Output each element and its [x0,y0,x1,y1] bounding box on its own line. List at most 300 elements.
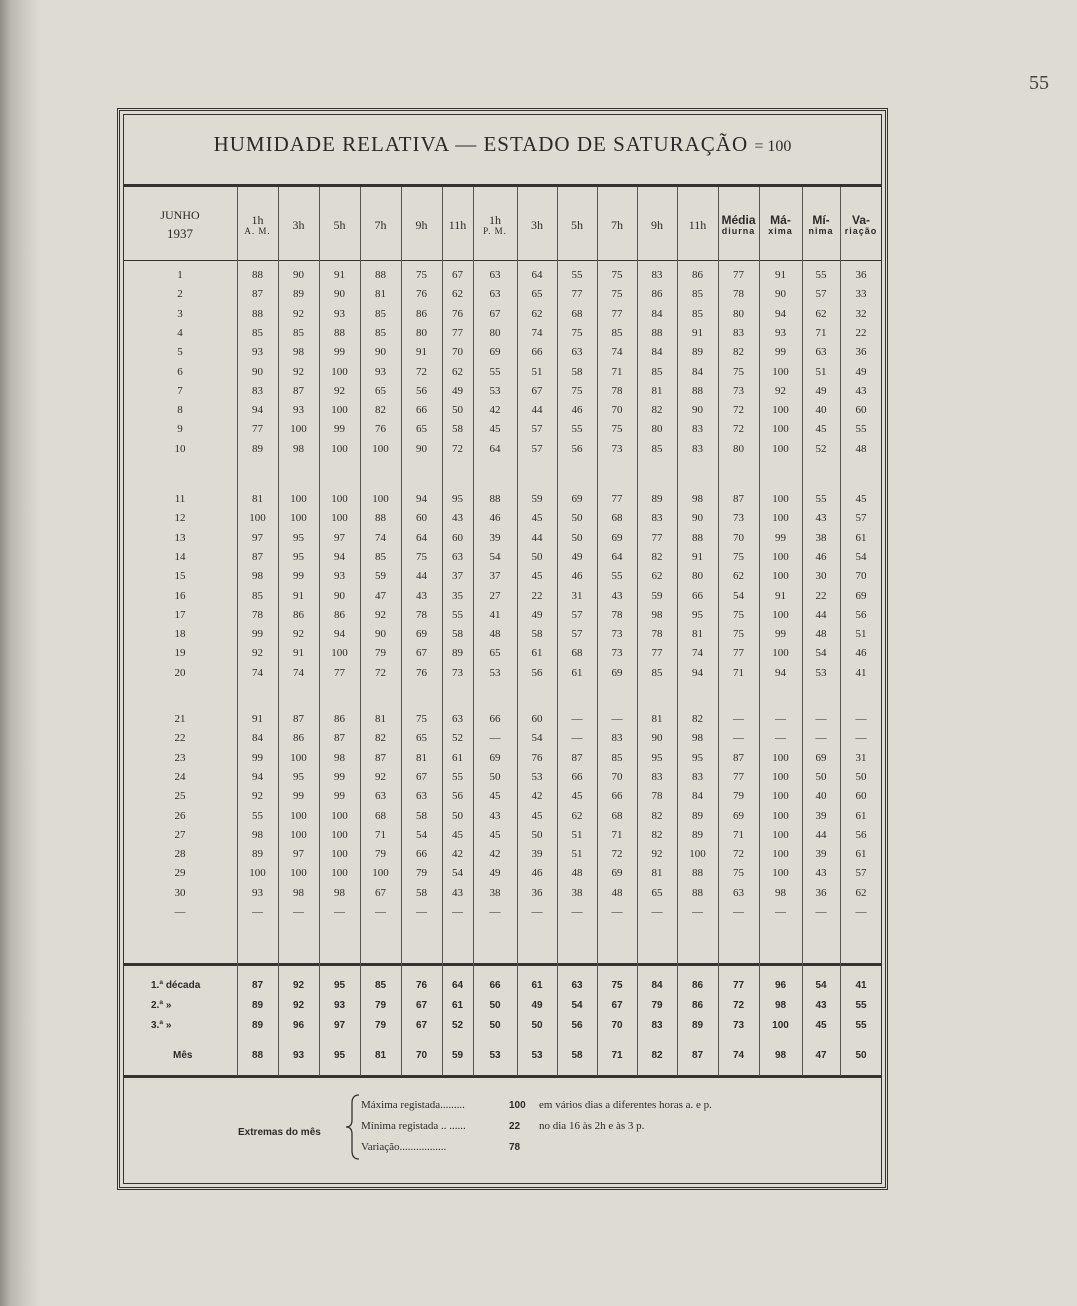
table-cell: 45 [489,828,501,841]
table-cell: 70 [611,770,623,783]
table-cell: 88 [334,326,345,339]
table-cell: 46 [855,647,867,660]
table-cell: 75 [416,550,427,563]
table-cell: 79 [375,647,386,660]
table-cell: 87 [334,732,345,745]
table-cell: 43 [452,886,463,899]
table-cell: 90 [252,365,263,378]
column-header-main: 5h [571,217,583,232]
summary-cell: 87 [251,980,264,991]
column-header-sub: P. M. [483,225,507,236]
row-day: 27 [174,828,186,841]
table-cell: 100 [772,867,789,880]
column-header [759,190,802,260]
summary-cell: 92 [292,1000,305,1011]
table-cell: 84 [651,307,663,320]
table-cell: 39 [489,531,501,544]
table-cell: 91 [775,589,786,602]
table-cell: 62 [452,288,463,301]
table-cell: 98 [293,886,304,899]
table-cell: 100 [772,365,789,378]
table-cell: 50 [815,770,827,783]
table-cell: 99 [334,790,345,803]
column-header [319,190,360,260]
table-cell: 83 [252,384,263,397]
table-cell: 54 [733,589,744,602]
table-cell: 99 [293,790,304,803]
summary-cell: 53 [489,1050,501,1061]
table-cell: 55 [452,608,463,621]
table-cell: 42 [489,848,501,861]
table-cell: — [815,732,827,745]
table-cell: 67 [416,647,427,660]
column-header [473,190,517,260]
table-cell: 88 [692,867,703,880]
table-cell: 72 [611,848,623,861]
table-cell: 92 [293,628,304,641]
table-cell: — [416,906,427,918]
table-cell: 89 [252,442,263,455]
table-cell: 57 [531,423,543,436]
table-cell: 48 [815,628,827,641]
table-cell: 92 [651,848,663,861]
table-cell: — [611,906,623,918]
table-cell: 95 [293,550,304,563]
table-cell: 77 [733,647,744,660]
table-cell: 91 [416,346,427,359]
summary-cell: 89 [251,1000,264,1011]
row-day: 23 [174,751,186,764]
summary-cell: 87 [691,1050,704,1061]
table-cell: 62 [571,809,583,822]
extremes-label: Extremas do mês [238,1127,321,1138]
table-cell: 32 [855,307,867,320]
row-day: 7 [177,384,183,397]
table-cell: 94 [775,307,786,320]
table-cell: 90 [775,288,786,301]
table-cell: 92 [375,608,386,621]
row-day: 28 [174,848,186,861]
table-cell: 58 [416,886,427,899]
table-cell: 69 [855,589,867,602]
table-cell: 70 [611,404,623,417]
table-cell: 67 [452,269,463,281]
summary-cell: 45 [815,1020,827,1031]
summary-cell: 70 [415,1050,428,1061]
table-cell: 61 [452,751,463,764]
table-cell: 75 [733,867,744,880]
table-cell: 90 [293,269,304,281]
table-cell: 100 [772,770,789,783]
table-cell: 94 [334,550,345,563]
table-cell: 94 [692,666,703,679]
table-cell: 83 [651,512,663,525]
table-cell: 80 [651,423,663,436]
table-cell: 63 [416,790,427,803]
table-cell: 88 [692,384,703,397]
table-cell: 100 [290,809,307,822]
table-cell: 51 [855,628,867,641]
table-cell: 81 [252,493,263,505]
table-cell: 78 [611,384,623,397]
table-cell: 46 [489,512,501,525]
table-cell: 39 [531,848,543,861]
table-cell: 79 [733,790,744,803]
table-cell: 90 [375,346,386,359]
table-cell: 98 [252,828,263,841]
table-cell: 43 [815,867,827,880]
table-cell: 100 [772,828,789,841]
table-cell: — [775,906,786,918]
table-cell: 62 [452,365,463,378]
summary-cell: 92 [292,980,305,991]
table-cell: 75 [733,550,744,563]
summary-cell: 76 [415,980,428,991]
brace-icon [345,1094,361,1160]
table-cell: 50 [452,404,463,417]
year-label: 1937 [167,226,193,242]
table-cell: 48 [855,442,867,455]
table-cell: 85 [611,751,623,764]
table-cell: 87 [733,493,744,505]
table-cell: 45 [855,493,867,505]
summary-cell: 70 [611,1020,623,1031]
table-cell: 45 [815,423,827,436]
table-cell: 99 [334,423,345,436]
table-cell: 89 [293,288,304,301]
table-cell: 75 [416,269,427,281]
table-cell: 98 [252,570,263,583]
table-cell: 92 [293,365,304,378]
table-cell: 69 [815,751,827,764]
row-day: 16 [174,589,186,602]
table-cell: 57 [855,512,867,525]
table-cell: 49 [531,608,543,621]
table-cell: 77 [733,770,744,783]
table-cell: 100 [290,512,307,525]
table-cell: 92 [775,384,786,397]
table-cell: 75 [571,326,583,339]
column-header-main: 1h [489,212,501,227]
table-cell: 77 [611,493,623,505]
summary-cell: 79 [651,1000,663,1011]
table-cell: 90 [692,404,703,417]
table-cell: 88 [489,493,501,505]
table-cell: 93 [334,307,345,320]
table-cell: — [855,732,867,745]
table-cell: 97 [293,848,304,861]
table-cell: 64 [611,550,623,563]
table-cell: 100 [772,809,789,822]
table-cell: 49 [489,867,501,880]
summary-cell: 96 [774,980,787,991]
table-cell: 36 [815,886,827,899]
table-cell: — [692,906,703,918]
column-header [442,190,473,260]
column-header [360,190,401,260]
table-cell: 75 [611,423,623,436]
table-cell: 85 [252,326,263,339]
summary-cell: 95 [333,980,346,991]
summary-cell: 54 [815,980,827,991]
table-cell: 72 [733,404,744,417]
row-day: 12 [174,512,186,525]
table-cell: 81 [651,867,663,880]
table-cell: 100 [331,442,348,455]
table-cell: — [334,906,345,918]
table-cell: 84 [692,365,703,378]
table-cell: 90 [334,288,345,301]
table-cell: 82 [692,713,703,725]
table-cell: 100 [331,512,348,525]
table-cell: 94 [334,628,345,641]
summary-cell: 79 [374,1020,387,1031]
table-cell: 31 [571,589,583,602]
table-cell: 54 [489,550,501,563]
column-header-main: 7h [374,217,387,232]
table-cell: 100 [249,512,266,525]
table-cell: 51 [531,365,543,378]
summary-cell: 67 [415,1000,428,1011]
table-cell: 75 [416,713,427,725]
column-header-main: 7h [611,217,623,232]
table-cell: 74 [252,666,263,679]
table-cell: 58 [416,809,427,822]
summary-cell: 72 [732,1000,745,1011]
table-cell: — [252,906,263,918]
row-day: 3 [177,307,183,320]
summary-cell: 77 [732,980,745,991]
extreme-key: Mínima registada .. ...... [361,1120,466,1132]
summary-cell: 50 [489,1020,501,1031]
table-cell: 56 [452,790,463,803]
table-cell: 57 [571,628,583,641]
table-cell: — [452,906,463,918]
table-cell: 63 [452,550,463,563]
table-cell: 69 [611,531,623,544]
table-cell: 75 [571,384,583,397]
table-cell: 38 [489,886,501,899]
summary-cell: 49 [531,1000,543,1011]
table-cell: 68 [375,809,386,822]
column-header [718,190,759,260]
saturation-value: = 100 [754,138,792,155]
table-cell: 39 [815,809,827,822]
table-cell: 66 [489,713,501,725]
row-day: 17 [174,608,186,621]
table-cell: 78 [252,608,263,621]
table-cell: 36 [855,269,867,281]
table-cell: 61 [855,531,867,544]
table-cell: 55 [489,365,501,378]
table-cell: 95 [293,531,304,544]
table-cell: 77 [452,326,463,339]
summary-cell: 41 [855,980,867,991]
table-cell: 59 [651,589,663,602]
table-cell: 87 [375,751,386,764]
table-cell: 68 [611,512,623,525]
table-cell: 64 [416,531,427,544]
table-cell: 91 [692,326,703,339]
summary-cell: 82 [651,1050,663,1061]
table-cell: 78 [416,608,427,621]
column-header [597,190,637,260]
table-cell: 87 [293,384,304,397]
summary-cell: 63 [571,980,583,991]
table-cell: 60 [452,531,463,544]
table-cell: 49 [815,384,827,397]
table-cell: 69 [611,867,623,880]
summary-cell: 86 [691,1000,704,1011]
table-cell: 89 [692,346,703,359]
table-cell: 74 [692,647,703,660]
table-cell: 92 [252,790,263,803]
table-cell: 75 [611,269,623,281]
table-cell: 80 [692,570,703,583]
table-cell: 51 [571,848,583,861]
table-cell: 100 [331,848,348,861]
table-cell: 91 [692,550,703,563]
column-header [278,190,319,260]
summary-cell: 54 [571,1000,583,1011]
table-cell: 72 [733,848,744,861]
table-cell: 98 [651,608,663,621]
table-cell: 93 [775,326,786,339]
column-header-main: Mí- [812,212,830,227]
table-cell: 49 [571,550,583,563]
table-cell: 57 [815,288,827,301]
row-day: 15 [174,570,186,583]
table-cell: 69 [489,751,501,764]
table-cell: 56 [571,442,583,455]
table-cell: 95 [452,493,463,505]
table-cell: 95 [692,751,703,764]
table-cell: 100 [772,404,789,417]
table-cell: 55 [452,770,463,783]
table-cell: 99 [252,628,263,641]
summary-label: 2.ª » [151,1000,172,1011]
row-day: 14 [174,550,186,563]
table-cell: 42 [452,848,463,861]
table-cell: 82 [651,404,663,417]
table-cell: — [733,906,744,918]
table-cell: 53 [815,666,827,679]
table-cell: 40 [815,404,827,417]
table-cell: 100 [372,493,389,505]
table-cell: 78 [651,790,663,803]
table-cell: 42 [489,404,501,417]
table-cell: 99 [775,628,786,641]
table-cell: — [815,906,827,918]
row-day: 30 [174,886,186,899]
summary-cell: 56 [571,1020,583,1031]
table-cell: 83 [692,442,703,455]
table-cell: 78 [611,608,623,621]
table-cell: 73 [452,666,463,679]
table-cell: 75 [733,608,744,621]
table-cell: — [531,906,543,918]
table-cell: 62 [651,570,663,583]
table-cell: 36 [531,886,543,899]
table-cell: 66 [611,790,623,803]
table-cell: 78 [733,288,744,301]
extreme-row [361,1141,539,1159]
table-cell: 99 [334,346,345,359]
table-cell: 87 [571,751,583,764]
table-cell: 46 [815,550,827,563]
table-cell: 88 [252,307,263,320]
table-cell: 43 [855,384,867,397]
table-cell: 63 [815,346,827,359]
table-cell: 95 [293,770,304,783]
column-header-main: Va- [851,212,870,227]
table-cell: — [571,713,583,725]
table-cell: 93 [293,404,304,417]
summary-cell: 95 [333,1050,346,1061]
page-number: 55 [1029,72,1049,94]
column-header-main: Média [721,212,756,227]
table-cell: 76 [452,307,463,320]
table-cell: 50 [531,550,543,563]
table-cell: 86 [334,608,345,621]
summary-cell: 86 [691,980,704,991]
table-cell: 65 [489,647,501,660]
summary-cell: 97 [333,1020,346,1031]
row-day: 20 [174,666,186,679]
table-cell: 86 [293,608,304,621]
table-cell: 75 [733,365,744,378]
row-day: — [174,906,186,918]
table-cell: 93 [375,365,386,378]
table-cell: 71 [733,828,744,841]
table-cell: 92 [375,770,386,783]
column-header-main: 1h [251,212,264,227]
table-cell: 70 [855,570,867,583]
table-cell: 63 [375,790,386,803]
table-cell: 44 [416,570,427,583]
column-header-main: 11h [448,217,467,232]
table-cell: 72 [375,666,386,679]
table-cell: 100 [331,365,348,378]
table-cell: 98 [334,751,345,764]
table-cell: 49 [452,384,463,397]
table-cell: 50 [452,809,463,822]
table-cell: 48 [571,867,583,880]
table-cell: 87 [293,713,304,725]
table-cell: 97 [334,531,345,544]
table-cell: 89 [692,809,703,822]
table-cell: 55 [571,423,583,436]
table-cell: 85 [651,442,663,455]
table-cell: 71 [815,326,827,339]
table-cell: 67 [489,307,501,320]
table-cell: 74 [375,531,386,544]
summary-cell: 85 [374,980,387,991]
table-cell: 66 [692,589,703,602]
table-cell: 46 [571,570,583,583]
table-cell: 44 [531,531,543,544]
table-cell: 22 [531,589,543,602]
table-cell: 76 [416,288,427,301]
table-cell: 55 [252,809,263,822]
table-cell: 64 [531,269,543,281]
table-cell: 70 [733,531,744,544]
table-cell: 62 [815,307,827,320]
title-text: HUMIDADE RELATIVA — ESTADO DE SATURAÇÃO [213,132,749,156]
table-cell: 77 [571,288,583,301]
table-cell: 68 [571,307,583,320]
summary-cell: 98 [774,1050,787,1061]
